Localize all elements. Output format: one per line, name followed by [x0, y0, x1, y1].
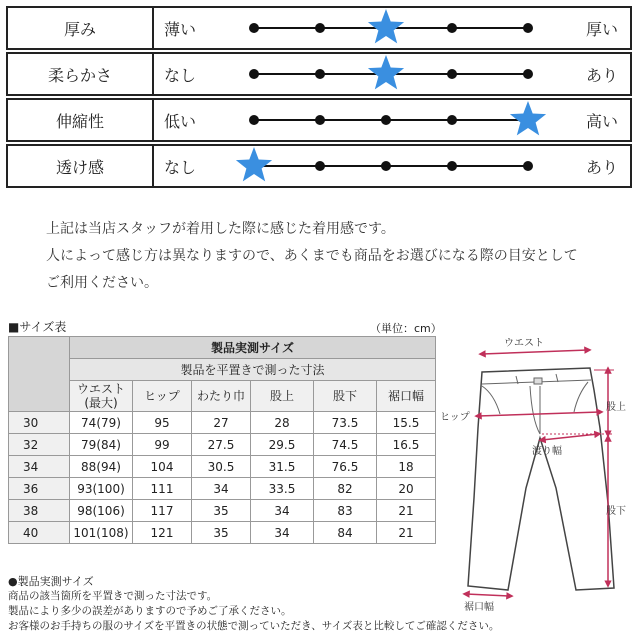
size-value: 34 [251, 522, 314, 544]
size-table-unit: （単位：cm） [370, 322, 442, 335]
feel-level-star-icon [510, 101, 546, 135]
feel-category: 透け感 [8, 146, 154, 186]
size-value: 117 [133, 500, 192, 522]
size-value: 16.5 [377, 434, 436, 456]
size-row [9, 522, 436, 544]
feel-level-star-icon [368, 9, 404, 43]
size-value: 84 [314, 522, 377, 544]
bottom-note-line-2: 製品により多少の誤差がありますので予めご了承ください。 [8, 605, 292, 617]
feel-low-label: なし [164, 65, 197, 85]
hip-label: ヒップ [440, 412, 470, 423]
bottom-note-title: ●製品実測サイズ [8, 575, 94, 588]
size-value: 93(100) [70, 478, 133, 500]
feel-scale-dot [447, 69, 457, 79]
hem-label: 裾口幅 [464, 602, 494, 613]
feel-scale-dot [315, 69, 325, 79]
size-column-header: 股下 [314, 381, 377, 412]
size-value: 31.5 [251, 456, 314, 478]
feel-scale-dot [249, 23, 259, 33]
size-value: 18 [377, 456, 436, 478]
size-column-header: 股上 [251, 381, 314, 412]
size-value: 28 [251, 412, 314, 434]
feel-scale-dot [447, 115, 457, 125]
size-column-header: わたり巾 [192, 381, 251, 412]
size-value: 82 [314, 478, 377, 500]
feel-scale [8, 100, 630, 140]
feel-high-label: あり [585, 65, 618, 85]
size-value: 73.5 [314, 412, 377, 434]
feel-scale-dot [447, 161, 457, 171]
feel-scale-dot [381, 161, 391, 171]
feel-low-label: なし [164, 157, 197, 177]
feel-low-label: 低い [164, 111, 197, 131]
feel-row [6, 6, 632, 50]
size-label: 40 [9, 522, 70, 544]
feel-scale-dot [381, 115, 391, 125]
size-value: 33.5 [251, 478, 314, 500]
feel-row [6, 144, 632, 188]
feel-category: 厚み [8, 8, 154, 48]
size-value: 35 [192, 522, 251, 544]
feel-high-label: 高い [585, 111, 618, 131]
feel-scale-dot [249, 69, 259, 79]
size-label: 38 [9, 500, 70, 522]
feel-scale-dot [523, 69, 533, 79]
size-value: 34 [192, 478, 251, 500]
feel-scale-dot [315, 23, 325, 33]
feel-level-star-icon [368, 55, 404, 89]
size-value: 95 [133, 412, 192, 434]
size-value: 21 [377, 500, 436, 522]
size-value: 74(79) [70, 412, 133, 434]
size-label: 32 [9, 434, 70, 456]
feel-high-label: 厚い [585, 19, 618, 39]
size-value: 15.5 [377, 412, 436, 434]
feel-scale [8, 54, 630, 94]
feel-scale-dot [249, 115, 259, 125]
size-value: 29.5 [251, 434, 314, 456]
size-row [9, 478, 436, 500]
note-line-2: 人によって感じ方は異なりますので、あくまでも商品をお選びになる際の目安として [46, 248, 578, 264]
size-label: 36 [9, 478, 70, 500]
inseam-label: 股下 [606, 506, 626, 517]
size-row [9, 456, 436, 478]
feel-scale [8, 146, 630, 186]
bottom-note-line-1: 商品の該当箇所を平置きで測った寸法です。 [8, 590, 218, 602]
size-value: 101(108) [70, 522, 133, 544]
size-value: 88(94) [70, 456, 133, 478]
size-value: 99 [133, 434, 192, 456]
size-table-title: ■サイズ表 [8, 320, 67, 334]
feel-scale-dot [523, 23, 533, 33]
size-column-header: 裾口幅 [377, 381, 436, 412]
feel-scale-dot [447, 23, 457, 33]
pants-diagram [438, 328, 638, 618]
size-value: 27 [192, 412, 251, 434]
feel-row [6, 52, 632, 96]
size-value: 98(106) [70, 500, 133, 522]
size-label: 34 [9, 456, 70, 478]
thigh-label: 渡り幅 [532, 446, 562, 457]
feel-category: 柔らかさ [8, 54, 154, 94]
feel-level-star-icon [236, 147, 272, 181]
feel-scale-dot [315, 115, 325, 125]
size-value: 27.5 [192, 434, 251, 456]
pants-outline [468, 368, 614, 590]
size-row [9, 412, 436, 434]
size-value: 104 [133, 456, 192, 478]
feel-high-label: あり [585, 157, 618, 177]
feel-scale-dot [523, 161, 533, 171]
rise-label: 股上 [606, 402, 626, 413]
size-value: 74.5 [314, 434, 377, 456]
size-value: 30.5 [192, 456, 251, 478]
note-line-3: ご利用ください。 [46, 275, 158, 291]
feel-scale [8, 8, 630, 48]
size-value: 111 [133, 478, 192, 500]
size-value: 121 [133, 522, 192, 544]
size-value: 79(84) [70, 434, 133, 456]
size-value: 21 [377, 522, 436, 544]
size-value: 83 [314, 500, 377, 522]
feel-category: 伸縮性 [8, 100, 154, 140]
size-row [9, 434, 436, 456]
size-table [8, 336, 436, 544]
size-column-header: ウエスト (最大) [70, 381, 133, 412]
size-sub-header: 製品を平置きで測った寸法 [70, 359, 436, 381]
size-group-header: 製品実測サイズ [70, 337, 436, 359]
size-row [9, 500, 436, 522]
size-value: 76.5 [314, 456, 377, 478]
size-value: 34 [251, 500, 314, 522]
size-value: 35 [192, 500, 251, 522]
wear-feel-table [6, 6, 632, 188]
feel-row [6, 98, 632, 142]
feel-scale-dot [315, 161, 325, 171]
bottom-note-line-3: お客様のお手持ちの服のサイズを平置きの状態で測っていただき、サイズ表と比較してご確認ください。 [8, 620, 500, 632]
feel-low-label: 薄い [164, 19, 197, 39]
size-label: 30 [9, 412, 70, 434]
note-line-1: 上記は当店スタッフが着用した際に感じた着用感です。 [46, 221, 395, 237]
size-column-header: ヒップ [133, 381, 192, 412]
waist-label: ウエスト [504, 338, 544, 349]
size-corner-cell [9, 337, 70, 412]
size-value: 20 [377, 478, 436, 500]
